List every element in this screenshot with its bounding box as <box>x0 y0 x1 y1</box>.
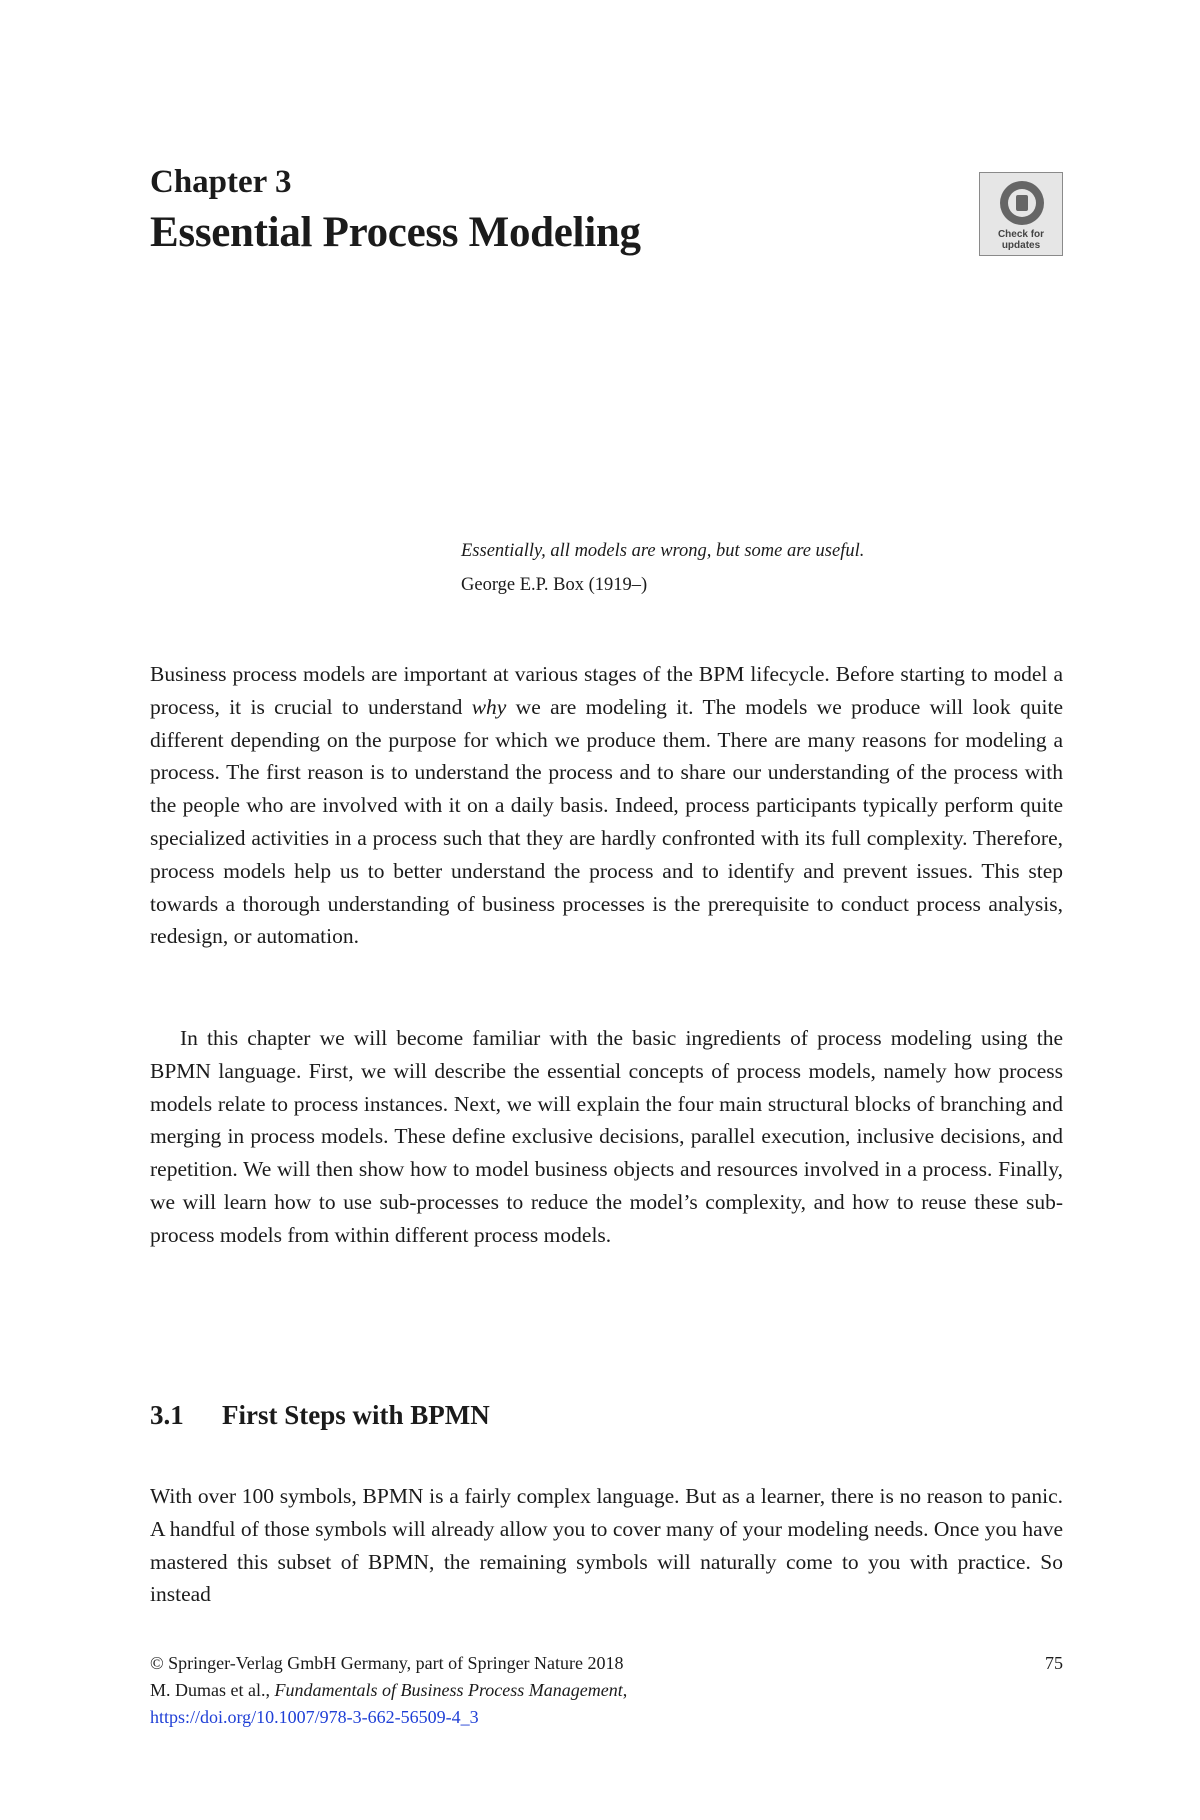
chapter-label: Chapter 3 <box>150 164 292 200</box>
epigraph-author: George E.P. Box (1919–) <box>461 575 648 595</box>
body-paragraph-2: In this chapter we will become familiar with the basic ingredients of process modeling using the BPMN language. First, we will describe the essential concepts of process models, namely how process models relate to process instances. Next, we will explain the four main structural blocks of branching and merging in process models. These define exclusive decisions, parallel execution, inclusive decisions, and repetition. We will then show how to model business objects and resources involved in a process. Finally, we will learn how to use sub-processes to reduce the model’s complexity, and how to reuse these sub-process models from within different process models. <box>150 1026 1063 1247</box>
section-title: First Steps with BPMN <box>222 1400 490 1430</box>
check-for-updates-badge[interactable] <box>979 172 1063 256</box>
section-number: 3.1 <box>150 1400 184 1430</box>
page-number: 75 <box>1045 1653 1063 1673</box>
body-paragraph-1 <box>150 658 1063 953</box>
citation-end: , <box>622 1680 628 1700</box>
copyright-line: © Springer-Verlag GmbH Germany, part of Springer Nature 2018 <box>150 1653 624 1673</box>
citation-authors: M. Dumas et al., <box>150 1680 275 1700</box>
citation-line <box>150 1677 1063 1704</box>
section-heading <box>150 1398 490 1432</box>
doi-link[interactable]: https://doi.org/10.1007/978-3-662-56509-4_3 <box>150 1707 479 1727</box>
body-paragraph-3: With over 100 symbols, BPMN is a fairly complex language. But as a learner, there is no reason to panic. A handful of those symbols will already allow you to cover many of your modeling needs. Once you have mastered this subset of BPMN, the remaining symbols will naturally come to you with practice. So instead <box>150 1484 1063 1607</box>
paragraph-1-text-before: Business process models are important at various stages of the BPM lifecycle. Before starting to model a process, it is crucial to understand <box>150 662 1063 719</box>
badge-text: Check for updates <box>997 229 1045 251</box>
book-title: Fundamentals of Business Process Management <box>274 1680 623 1700</box>
epigraph-quote: Essentially, all models are wrong, but some are useful. <box>461 541 865 561</box>
check-for-updates-icon <box>1000 181 1044 225</box>
paragraph-1-text-after: we are modeling it. The models we produce will look quite different depending on the purpose for which we produce them. There are many reasons for modeling a process. The first reason is to understand the process and to share our understanding of the process with the people who are involved with it on a daily basis. Indeed, process participants typically perform quite specialized activities in a process such that they are hardly confronted with its full complexity. Therefore, process models help us to better understand the process and to identify and prevent issues. This step towards a thorough understanding of business processes is the prerequisite to conduct process analysis, redesign, or automation. <box>150 694 1064 949</box>
page-footer <box>150 1650 1063 1731</box>
emphasis-why: why <box>471 694 507 719</box>
chapter-title: Essential Process Modeling <box>150 209 641 256</box>
epigraph <box>461 534 864 602</box>
